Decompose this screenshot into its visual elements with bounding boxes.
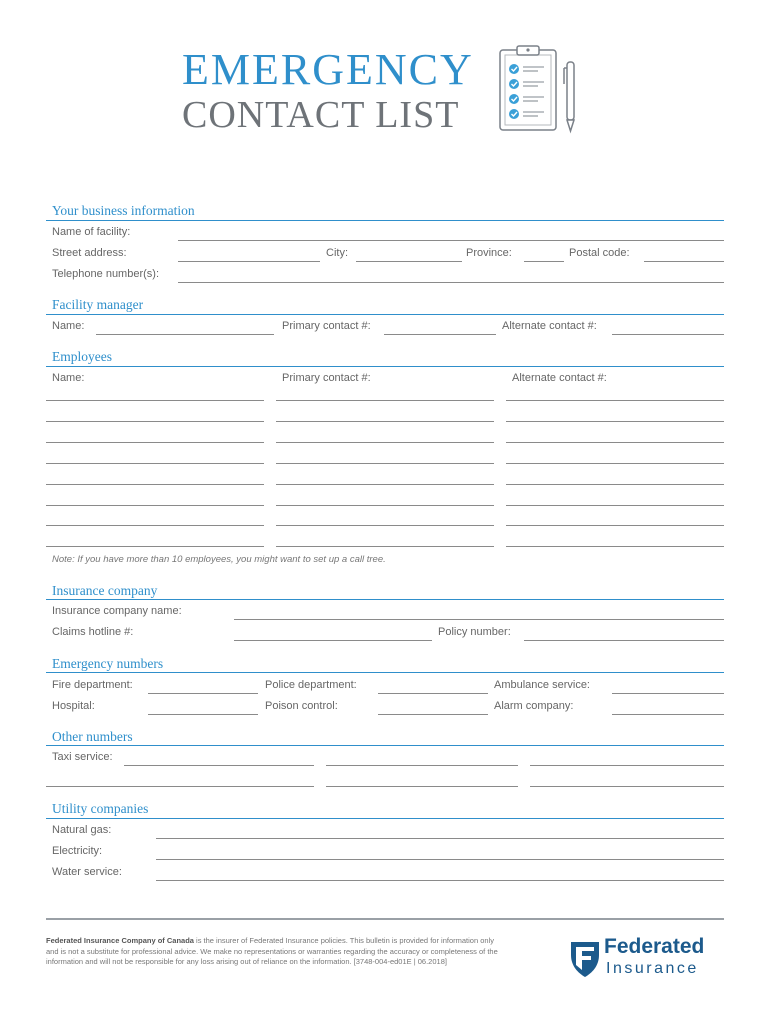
label-police-department: Police department: — [265, 679, 357, 691]
employee-primary-field[interactable] — [276, 442, 494, 443]
section-utility-heading: Utility companies — [52, 801, 149, 816]
other-number-field[interactable] — [326, 765, 518, 766]
label-postal-code: Postal code: — [569, 247, 630, 259]
section-rule — [46, 818, 724, 819]
employees-col-primary: Primary contact #: — [282, 372, 371, 384]
employees-col-alternate: Alternate contact #: — [512, 372, 607, 384]
other-number-field[interactable] — [46, 786, 314, 787]
hospital-field[interactable] — [148, 714, 258, 715]
employee-name-field[interactable] — [46, 421, 264, 422]
police-department-field[interactable] — [378, 693, 488, 694]
other-number-field[interactable] — [530, 786, 724, 787]
label-insurance-name: Insurance company name: — [52, 605, 182, 617]
employee-primary-field[interactable] — [276, 525, 494, 526]
fire-department-field[interactable] — [148, 693, 258, 694]
logo-insurance: Insurance — [606, 960, 699, 977]
label-province: Province: — [466, 247, 512, 259]
employee-name-field[interactable] — [46, 546, 264, 547]
employee-name-field[interactable] — [46, 525, 264, 526]
section-insurance-heading: Insurance company — [52, 583, 158, 598]
employee-primary-field[interactable] — [276, 484, 494, 485]
label-ambulance-service: Ambulance service: — [494, 679, 590, 691]
label-alarm-company: Alarm company: — [494, 700, 574, 712]
section-employees-heading: Employees — [52, 349, 112, 364]
label-street-address: Street address: — [52, 247, 127, 259]
footer-company-name: Federated Insurance Company of Canada — [46, 936, 194, 945]
employee-name-field[interactable] — [46, 400, 264, 401]
label-manager-alternate: Alternate contact #: — [502, 320, 597, 332]
section-manager-heading: Facility manager — [52, 297, 144, 312]
manager-primary-field[interactable] — [384, 334, 496, 335]
employee-alternate-field[interactable] — [506, 463, 724, 464]
employee-primary-field[interactable] — [276, 421, 494, 422]
employee-name-field[interactable] — [46, 505, 264, 506]
claims-hotline-field[interactable] — [234, 640, 432, 641]
section-rule — [46, 314, 724, 315]
section-rule — [46, 220, 724, 221]
street-address-field[interactable] — [178, 261, 320, 262]
label-policy-number: Policy number: — [438, 626, 511, 638]
city-field[interactable] — [356, 261, 462, 262]
employee-primary-field[interactable] — [276, 546, 494, 547]
label-taxi-service: Taxi service: — [52, 751, 113, 763]
label-electricity: Electricity: — [52, 845, 103, 857]
employee-primary-field[interactable] — [276, 505, 494, 506]
label-hospital: Hospital: — [52, 700, 95, 712]
footer-disclaimer — [46, 936, 506, 968]
label-claims-hotline: Claims hotline #: — [52, 626, 134, 638]
other-number-field[interactable] — [530, 765, 724, 766]
employee-alternate-field[interactable] — [506, 400, 724, 401]
poison-control-field[interactable] — [378, 714, 488, 715]
clipboard-checklist-icon — [498, 44, 582, 136]
footer-divider — [46, 918, 724, 920]
employee-alternate-field[interactable] — [506, 421, 724, 422]
other-number-field[interactable] — [326, 786, 518, 787]
label-manager-name: Name: — [52, 320, 85, 332]
employees-col-name: Name: — [52, 372, 85, 384]
policy-number-field[interactable] — [524, 640, 724, 641]
employees-note: Note: If you have more than 10 employees, you might want to set up a call tree. — [52, 554, 386, 565]
manager-alternate-field[interactable] — [612, 334, 724, 335]
postal-code-field[interactable] — [644, 261, 724, 262]
label-manager-primary: Primary contact #: — [282, 320, 371, 332]
label-fire-department: Fire department: — [52, 679, 133, 691]
employee-primary-field[interactable] — [276, 400, 494, 401]
ambulance-service-field[interactable] — [612, 693, 724, 694]
label-facility-name: Name of facility: — [52, 226, 131, 238]
employee-name-field[interactable] — [46, 484, 264, 485]
title-contact-list: CONTACT LIST — [182, 94, 460, 136]
section-emergency-heading: Emergency numbers — [52, 656, 164, 671]
facility-name-field[interactable] — [178, 240, 724, 241]
logo-federated: Federated — [604, 935, 705, 958]
employee-name-field[interactable] — [46, 463, 264, 464]
province-field[interactable] — [524, 261, 564, 262]
insurance-name-field[interactable] — [234, 619, 724, 620]
section-business-heading: Your business information — [52, 203, 195, 218]
title-emergency: EMERGENCY — [182, 45, 474, 94]
employee-alternate-field[interactable] — [506, 525, 724, 526]
section-rule — [46, 745, 724, 746]
label-poison-control: Poison control: — [265, 700, 338, 712]
taxi-service-field[interactable] — [124, 765, 314, 766]
manager-name-field[interactable] — [96, 334, 274, 335]
employee-name-field[interactable] — [46, 442, 264, 443]
employee-primary-field[interactable] — [276, 463, 494, 464]
label-natural-gas: Natural gas: — [52, 824, 112, 836]
employee-alternate-field[interactable] — [506, 484, 724, 485]
section-rule — [46, 599, 724, 600]
section-rule — [46, 672, 724, 673]
alarm-company-field[interactable] — [612, 714, 724, 715]
section-rule — [46, 366, 724, 367]
water-service-field[interactable] — [156, 880, 724, 881]
employee-alternate-field[interactable] — [506, 546, 724, 547]
section-other-heading: Other numbers — [52, 729, 133, 744]
footer-text: is the insurer of Federated Insurance policies. This bulletin is provided for information only and is not a substitute for professional advice. We make no representations or warranties regarding the accuracy or completeness of the information and will not be responsible for any loss arising out of reliance on the information. [3748-004-ed01E | 06.2018] — [46, 936, 498, 966]
label-city: City: — [326, 247, 348, 259]
electricity-field[interactable] — [156, 859, 724, 860]
employee-alternate-field[interactable] — [506, 442, 724, 443]
natural-gas-field[interactable] — [156, 838, 724, 839]
label-telephone: Telephone number(s): — [52, 268, 160, 280]
label-water-service: Water service: — [52, 866, 122, 878]
telephone-field[interactable] — [178, 282, 724, 283]
shield-icon — [570, 940, 600, 978]
employee-alternate-field[interactable] — [506, 505, 724, 506]
